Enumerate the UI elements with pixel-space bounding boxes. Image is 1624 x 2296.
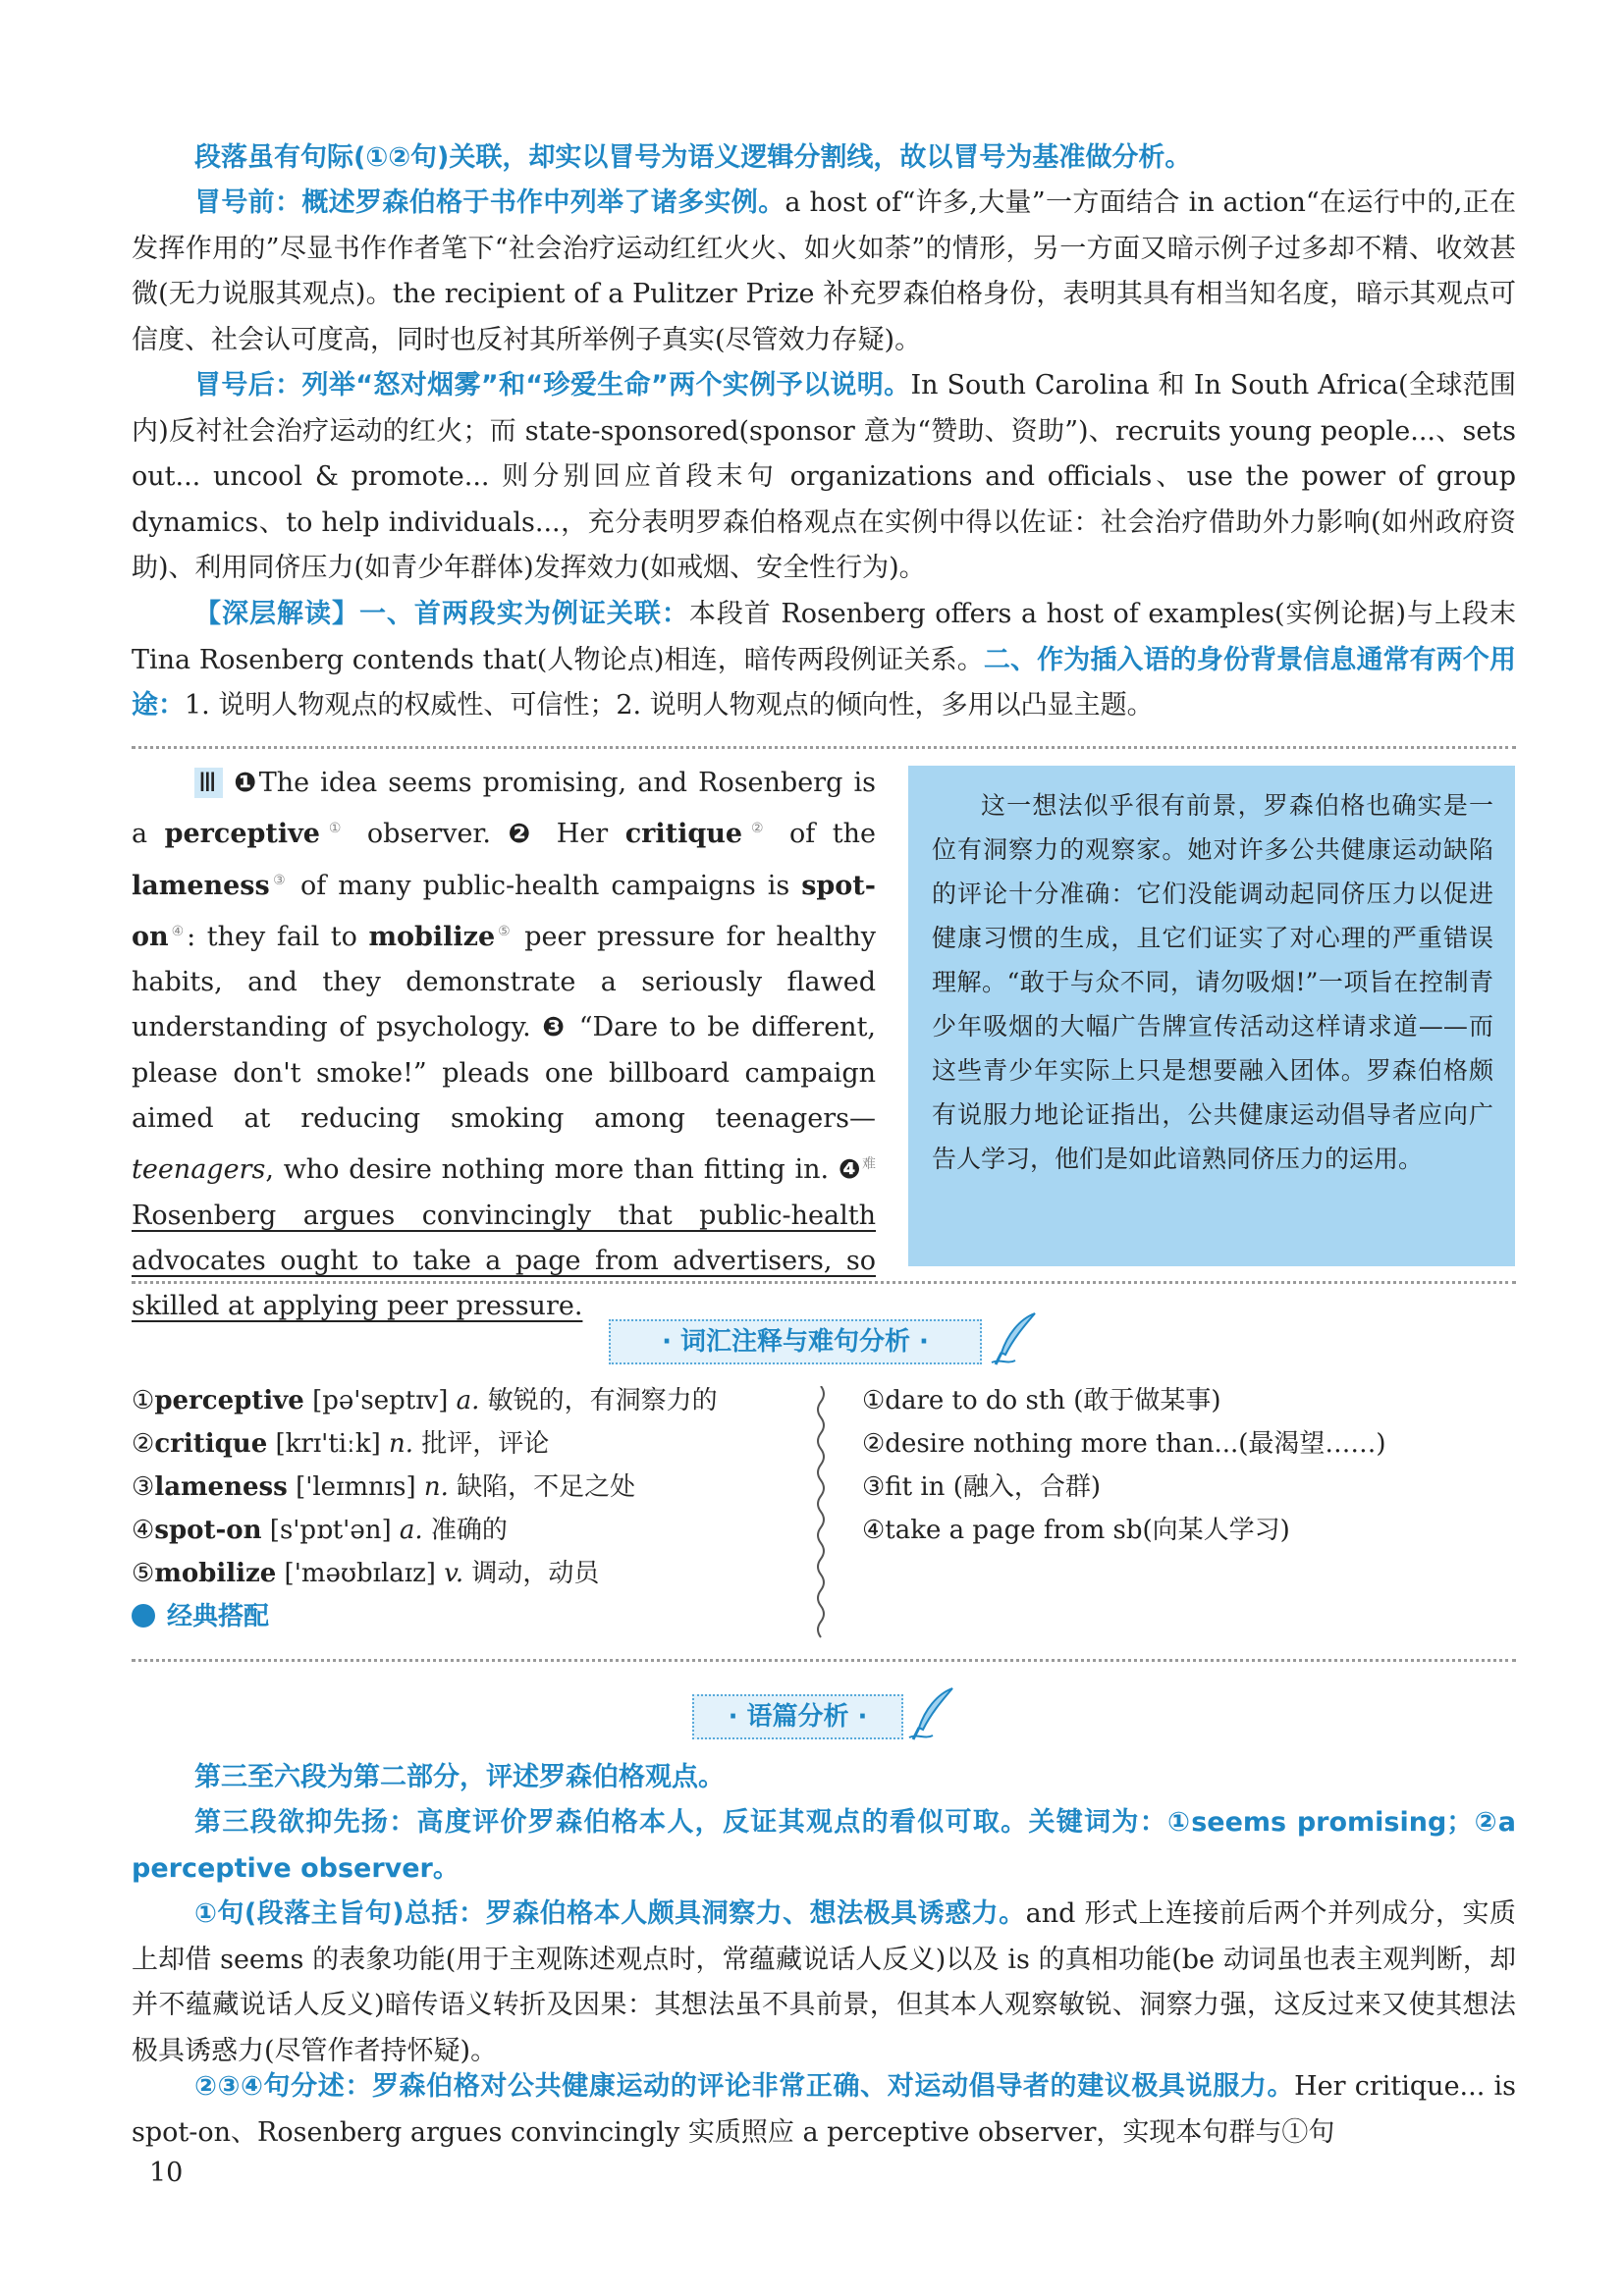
sentence-number-3: ❸ — [542, 1012, 568, 1043]
word-perceptive: perceptive — [164, 819, 320, 850]
sentence-number-4: ❹ — [838, 1154, 862, 1186]
word-critique: critique — [624, 819, 743, 850]
vocab-list — [132, 1379, 718, 1638]
top-p3-heading: 冒号后：列举“怒对烟雾”和“珍爱生命”两个实例予以说明。 — [194, 370, 911, 400]
analysis-line-2: 第三段欲抑先扬：高度评价罗森伯格本人，反证其观点的看似可取。关键词为：①seems promising；②a perceptive observer。 — [132, 1807, 1516, 1884]
sentence-1a: The idea seems promising, and Rosenberg is a — [132, 768, 876, 850]
footnote-marker-1: ① — [319, 821, 351, 837]
quill-icon — [990, 1309, 1041, 1368]
vocab-item: ④spot-on [s'pɒt'ən] a. 准确的 — [132, 1516, 508, 1545]
top-paragraph-3 — [132, 363, 1516, 592]
top-p4-heading: 【深层解读】一、首两段实为例证关联： — [194, 599, 689, 629]
sentence-number-1: ❶ — [234, 768, 259, 798]
sentence-2c: of many public-health campaigns is — [289, 870, 802, 901]
footnote-marker-5: ⑤ — [495, 923, 514, 939]
divider-top — [132, 746, 1516, 749]
passage-paragraph-3 — [132, 761, 876, 1330]
top-paragraph-4 — [132, 592, 1516, 729]
phrase-item: ②desire nothing more than...(最渴望……) — [862, 1429, 1386, 1459]
sentence-2a: Her — [539, 819, 625, 850]
vocab-section-title: · 词汇注释与难句分析 · — [609, 1319, 982, 1364]
phrase-item: ④take a page from sb(向某人学习) — [862, 1516, 1290, 1545]
phrase-list — [862, 1379, 1386, 1552]
analysis-paragraph-4 — [132, 2064, 1516, 2151]
analysis-line-1: 第三至六段为第二部分，评述罗森伯格观点。 — [194, 1762, 725, 1792]
footnote-marker-4: ④ — [168, 923, 188, 939]
analysis-p3-heading: ①句(段落主旨句)总括：罗森伯格本人颇具洞察力、想法极具诱惑力。 — [194, 1898, 1026, 1929]
sentence-2d: : they fail to — [187, 921, 369, 952]
bullet-icon — [132, 1604, 155, 1628]
paragraph-number: Ⅲ — [194, 768, 223, 798]
top-p2-heading: 冒号前：概述罗森伯格于书作中列举了诸多实例。 — [194, 187, 785, 218]
vocab-item: ⑤mobilize ['məʊbɪlaɪz] v. 调动，动员 — [132, 1559, 600, 1588]
top-paragraph-2 — [132, 181, 1516, 363]
sentence-1b: observer. — [350, 819, 509, 850]
analysis-paragraph-3 — [132, 1892, 1516, 2074]
translation-text: 这一想法似乎很有前景，罗森伯格也确实是一位有洞察力的观察家。她对许多公共健康运动缺陷的评论十分准确：它们没能调动起同侪压力以促进健康习惯的生成，且它们证实了对心理的严重错误理解。“敢于与众不同，请勿吸烟!”一项旨在控制青少年吸烟的大幅广告牌宣传活动这样请求道——而这些青少年实际上只是想要融入团体。罗森伯格颇有说服力地论证指出，公共健康运动倡导者应向广告人学习，他们是如此谙熟同侪压力的运用。 — [932, 791, 1493, 1173]
top-p2-body: a host of“许多,大量”一方面结合 in action“在运行中的,正在发挥作用的”尽显书作作者笔下“社会治疗运动红红火火、如火如荼”的情形，另一方面又暗示例子过多却不精、收效甚微(无力说服其观点)。the recipient of a Pulitzer Prize 补充罗森伯格身份，表明其具有相当知名度，暗示其观点可信度、社会认可度高，同时也反衬其所举例子真实(尽管效力存疑)。 — [132, 187, 1516, 355]
sentence-3a: “Dare to be different, please don't smoke!” pleads one billboard campaign aimed at reducing smoking among teenagers— — [132, 1012, 877, 1135]
vocab-item: ③lameness ['leɪmnɪs] n. 缺陷，不足之处 — [132, 1472, 636, 1502]
divider-bottom — [132, 1659, 1516, 1662]
footnote-marker-2: ② — [742, 821, 773, 837]
divider-middle — [132, 1281, 1516, 1284]
footnote-marker-3: ③ — [269, 872, 290, 888]
sentence-number-2: ❷ — [508, 819, 540, 850]
wavy-divider-icon — [813, 1386, 829, 1639]
vocab-item: ①perceptive [pə'septɪv] a. 敏锐的，有洞察力的 — [132, 1386, 718, 1415]
page-number: 10 — [149, 2158, 184, 2188]
collocation-heading: 经典搭配 — [132, 1595, 718, 1638]
phrase-item: ③fit in (融入，合群) — [862, 1472, 1101, 1502]
analysis-p3-body: and 形式上连接前后两个并列成分，实质上却借 seems 的表象功能(用于主观陈述观点时，常蕴藏说话人反义)以及 is 的真相功能(be 动词虽也表主观判断，却并不蕴藏说话人反义)暗传语义转折及因果：其想法虽不具前景，但其本人观察敏锐、洞察力强，这反过来又使其想法极具诱惑力(尽管作者持怀疑)。 — [132, 1898, 1516, 2066]
analysis-section-title: · 语篇分析 · — [692, 1694, 903, 1739]
top-p4-heading-2: 二、作为插入语的身份背景信息通常有两个用途： — [132, 644, 1517, 721]
translation-box — [908, 766, 1515, 1266]
phrase-item: ①dare to do sth (敢于做某事) — [862, 1386, 1221, 1415]
quill-icon — [907, 1684, 958, 1743]
top-p4-body: 本段首 Rosenberg offers a host of examples(实例论据)与上段末 Tina Rosenberg contends that(人物论点)相连，暗传两段例证关系。 — [132, 599, 1517, 675]
sentence-4-underlined: Rosenberg argues convincingly that public-health advocates ought to take a page from advertisers, so skilled at applying peer pressure. — [132, 1200, 876, 1322]
difficult-marker: 难 — [862, 1156, 876, 1173]
top-p4-body-2: 1. 说明人物观点的权威性、可信性；2. 说明人物观点的倾向性，多用以凸显主题。 — [185, 690, 1154, 721]
word-mobilize: mobilize — [368, 921, 496, 952]
sentence-3b: , who desire nothing more than fitting in. — [265, 1154, 839, 1186]
top-heading-line: 段落虽有句际(①②句)关联，却实以冒号为语义逻辑分割线，故以冒号为基准做分析。 — [194, 142, 1192, 173]
sentence-2e: peer pressure for healthy habits, and they demonstrate a seriously flawed understanding of psychology. — [132, 921, 876, 1043]
analysis-p4-heading: ②③④句分述：罗森伯格对公共健康运动的评论非常正确、对运动倡导者的建议极具说服力。 — [194, 2071, 1295, 2102]
sentence-3-italic: teenagers — [132, 1154, 266, 1186]
word-lameness: lameness — [132, 870, 270, 901]
sentence-2b: of the — [772, 819, 876, 850]
top-p3-body: In South Carolina 和 In South Africa(全球范围内)反衬社会治疗运动的红火；而 state-sponsored(sponsor 意为“赞助、资助”)、recruits young people...、sets out... uncool & promote... 则分别回应首段末句 organizations and officials、use the power of group dynamics、to help individuals...，充分表明罗森伯格观点在实例中得以佐证：社会治疗借助外力影响(如州政府资助)、利用同侪压力(如青少年群体)发挥效力(如戒烟、安全性行为)。 — [132, 370, 1517, 583]
analysis-p4-body: Her critique... is spot-on、Rosenberg argues convincingly 实质照应 a perceptive observer，实现本句群与①句 — [132, 2071, 1516, 2148]
vocab-item: ②critique [krɪ'tiːk] n. 批评，评论 — [132, 1429, 550, 1459]
word-spot-on: spot-on — [132, 870, 876, 952]
